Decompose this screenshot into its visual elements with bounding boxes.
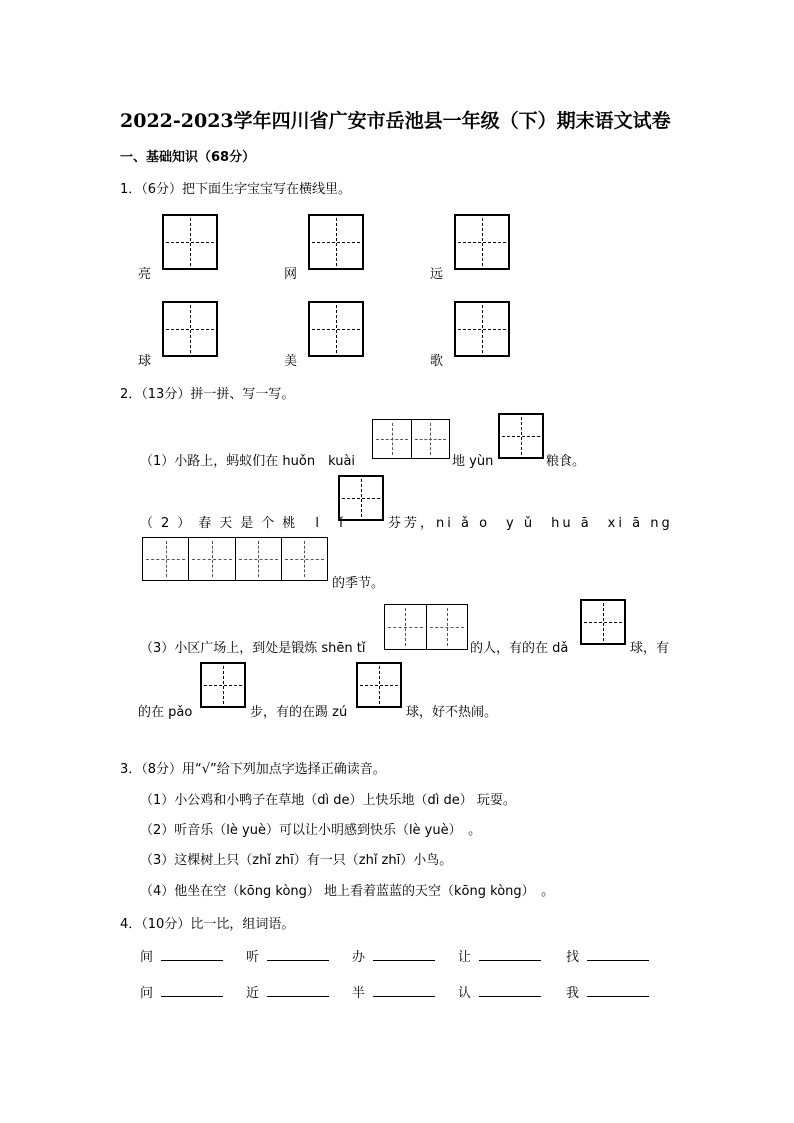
section-heading: 一、基础知识（68分） bbox=[120, 150, 256, 165]
sentence-1-part: 地 yùn bbox=[452, 454, 494, 469]
compare-char: 问 bbox=[140, 986, 154, 1001]
pinyin-answer-box[interactable] bbox=[200, 662, 246, 708]
word-compare-item[interactable] bbox=[140, 946, 223, 965]
compare-char: 办 bbox=[352, 950, 366, 965]
pinyin-answer-box[interactable] bbox=[580, 599, 626, 645]
word-compare-item[interactable] bbox=[458, 982, 541, 1001]
pinyin-answer-box[interactable] bbox=[356, 662, 402, 708]
compare-char: 半 bbox=[352, 986, 366, 1001]
word-compare-item[interactable] bbox=[458, 946, 541, 965]
answer-blank[interactable] bbox=[267, 984, 329, 997]
word-compare-item[interactable] bbox=[352, 946, 435, 965]
answer-blank[interactable] bbox=[267, 948, 329, 961]
sentence-1-part: （1）小路上，蚂蚁们在 huǒn kuài bbox=[140, 454, 356, 469]
word-compare-item[interactable] bbox=[140, 982, 223, 1001]
writing-grid[interactable] bbox=[308, 301, 364, 357]
sentence-1-part: 粮食。 bbox=[546, 454, 586, 469]
word-compare-item[interactable] bbox=[352, 982, 435, 1001]
question-4-stem: 4．（10分）比一比，组词语。 bbox=[120, 917, 295, 932]
compare-char: 找 bbox=[566, 950, 580, 965]
compare-char: 听 bbox=[246, 950, 260, 965]
answer-blank[interactable] bbox=[587, 984, 649, 997]
writing-grid[interactable] bbox=[454, 214, 510, 270]
answer-blank[interactable] bbox=[161, 984, 223, 997]
compare-char: 让 bbox=[458, 950, 472, 965]
sentence-2-part: 的季节。 bbox=[332, 576, 385, 591]
pinyin-answer-box-quad[interactable] bbox=[142, 537, 328, 581]
pronunciation-item: （3）这棵树上只（zhǐ zhī）有一只（zhǐ zhī）小鸟。 bbox=[140, 853, 453, 868]
question-3-stem: 3．（8分）用“√”给下列加点字选择正确读音。 bbox=[120, 762, 386, 777]
question-1-stem: 1．（6分）把下面生字宝宝写在横线里。 bbox=[120, 182, 352, 197]
sentence-3-part: （3）小区广场上，到处是锻炼 shēn tǐ bbox=[140, 641, 366, 656]
word-compare-item[interactable] bbox=[566, 982, 649, 1001]
compare-char: 间 bbox=[140, 950, 154, 965]
char-label: 网 bbox=[284, 267, 298, 282]
pinyin-answer-box[interactable] bbox=[338, 475, 384, 521]
writing-grid[interactable] bbox=[162, 214, 218, 270]
sentence-2-part: （2）春天是个桃 l ǐ bbox=[140, 516, 351, 531]
answer-blank[interactable] bbox=[587, 948, 649, 961]
answer-blank[interactable] bbox=[161, 948, 223, 961]
char-label: 远 bbox=[430, 267, 444, 282]
pronunciation-item: （1）小公鸡和小鸭子在草地（dì de）上快乐地（dì de） 玩耍。 bbox=[140, 793, 516, 808]
compare-char: 近 bbox=[246, 986, 260, 1001]
word-compare-item[interactable] bbox=[246, 946, 329, 965]
compare-char: 我 bbox=[566, 986, 580, 1001]
word-compare-item[interactable] bbox=[246, 982, 329, 1001]
page-title: 2022-2023学年四川省广安市岳池县一年级（下）期末语文试卷 bbox=[120, 110, 671, 132]
answer-blank[interactable] bbox=[479, 948, 541, 961]
answer-blank[interactable] bbox=[373, 948, 435, 961]
writing-grid[interactable] bbox=[162, 301, 218, 357]
char-label: 美 bbox=[284, 354, 298, 369]
sentence-3-part: 的人，有的在 dǎ bbox=[470, 641, 569, 656]
writing-grid[interactable] bbox=[308, 214, 364, 270]
answer-blank[interactable] bbox=[479, 984, 541, 997]
answer-blank[interactable] bbox=[373, 984, 435, 997]
sentence-2-part: 芬芳，ni ǎ o y ǔ hu ā xi ā ng bbox=[388, 516, 673, 531]
char-label: 亮 bbox=[138, 267, 152, 282]
char-label: 歌 bbox=[430, 354, 444, 369]
pinyin-answer-box-double[interactable] bbox=[384, 604, 468, 650]
compare-char: 认 bbox=[458, 986, 472, 1001]
sentence-3-part: 步，有的在踢 zú bbox=[250, 705, 348, 720]
char-label: 球 bbox=[138, 354, 152, 369]
pronunciation-item: （2）听音乐（lè yuè）可以让小明感到快乐（lè yuè） 。 bbox=[140, 823, 482, 838]
pronunciation-item: （4）他坐在空（kōng kòng） 地上看着蓝蓝的天空（kōng kòng） 。 bbox=[140, 884, 555, 899]
writing-grid[interactable] bbox=[454, 301, 510, 357]
pinyin-answer-box[interactable] bbox=[498, 413, 544, 459]
question-2-stem: 2．（13分）拼一拼、写一写。 bbox=[120, 387, 295, 402]
pinyin-answer-box-double[interactable] bbox=[372, 419, 450, 459]
word-compare-item[interactable] bbox=[566, 946, 649, 965]
sentence-3-part: 球，好不热闹。 bbox=[406, 705, 498, 720]
sentence-3-part: 球，有 bbox=[630, 641, 670, 656]
sentence-3-part: 的在 pǎo bbox=[138, 705, 193, 720]
